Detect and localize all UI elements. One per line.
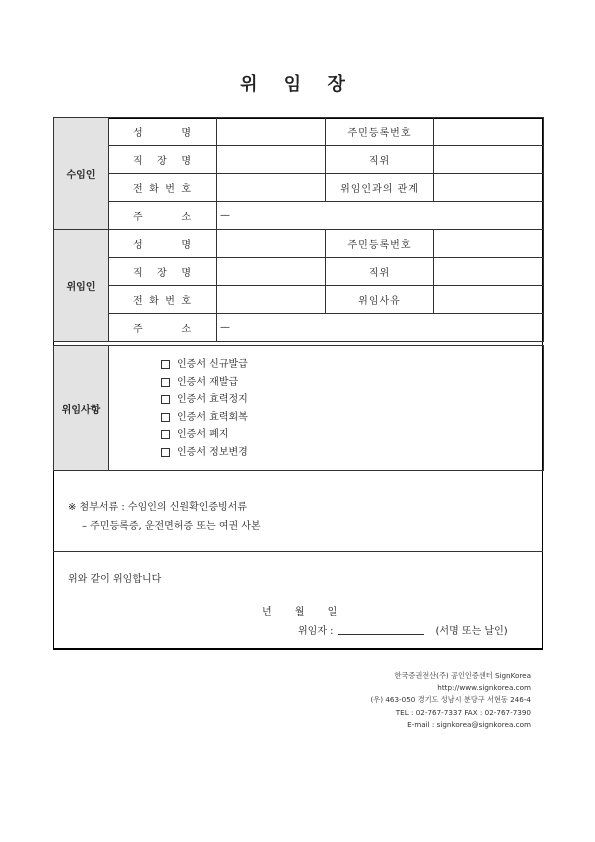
signature-hint: (서명 또는 날인) bbox=[435, 626, 508, 637]
delegation-item[interactable] bbox=[161, 374, 543, 392]
recipient-address-field[interactable]: — bbox=[217, 202, 544, 230]
delegation-item-label: 인증서 효력정지 bbox=[177, 394, 248, 405]
delegator-workplace-label: 직 장 명 bbox=[109, 258, 217, 286]
delegator-workplace-field[interactable] bbox=[217, 258, 326, 286]
signature-label: 위임자 : bbox=[298, 626, 334, 637]
delegation-table bbox=[53, 345, 544, 471]
footer-phone-fax: TEL : 02-767-7337 FAX : 02-767-7390 bbox=[395, 707, 531, 717]
recipient-workplace-label: 직 장 명 bbox=[109, 146, 217, 174]
delegator-reason-label: 위임사유 bbox=[326, 286, 434, 314]
delegator-position-field[interactable] bbox=[434, 258, 544, 286]
checkbox-icon[interactable] bbox=[161, 448, 170, 457]
delegation-item[interactable] bbox=[161, 391, 543, 409]
delegator-table bbox=[53, 229, 544, 342]
delegator-address-field[interactable]: — bbox=[217, 314, 544, 342]
delegation-item-label: 인증서 폐지 bbox=[177, 429, 229, 440]
recipient-position-field[interactable] bbox=[434, 146, 544, 174]
attachment-note-detail: – 주민등록증, 운전면허증 또는 여권 사본 bbox=[82, 521, 261, 532]
recipient-table bbox=[53, 117, 544, 230]
recipient-section-label: 수임인 bbox=[54, 118, 109, 230]
delegator-address-label: 주 소 bbox=[109, 314, 217, 342]
footer-email[interactable]: E-mail : signkorea@signkorea.com bbox=[407, 719, 531, 729]
delegator-name-label: 성 명 bbox=[109, 230, 217, 258]
attachment-note-title: ※ 첨부서류 : 수임인의 신원확인증빙서류 bbox=[68, 502, 248, 513]
signature-row bbox=[298, 622, 508, 637]
delegator-id-label: 주민등록번호 bbox=[326, 230, 434, 258]
attachment-notes bbox=[53, 470, 543, 552]
delegator-phone-label: 전 화 번 호 bbox=[109, 286, 217, 314]
delegation-item[interactable] bbox=[161, 426, 543, 444]
delegator-id-field[interactable] bbox=[434, 230, 544, 258]
delegation-item[interactable] bbox=[161, 444, 543, 462]
recipient-relation-field[interactable] bbox=[434, 174, 544, 202]
date-line[interactable]: 년 월 일 bbox=[262, 607, 338, 618]
delegation-item-label: 인증서 신규발급 bbox=[177, 359, 248, 370]
recipient-id-field[interactable] bbox=[434, 118, 544, 146]
delegation-section-label: 위임사항 bbox=[54, 346, 109, 471]
checkbox-icon[interactable] bbox=[161, 360, 170, 369]
delegation-item[interactable] bbox=[161, 409, 543, 427]
checkbox-icon[interactable] bbox=[161, 430, 170, 439]
delegator-phone-field[interactable] bbox=[217, 286, 326, 314]
checkbox-icon[interactable] bbox=[161, 378, 170, 387]
footer-website[interactable]: http://www.signkorea.com bbox=[437, 683, 531, 693]
checkbox-icon[interactable] bbox=[161, 395, 170, 404]
checkbox-icon[interactable] bbox=[161, 413, 170, 422]
delegation-items bbox=[109, 346, 544, 471]
recipient-name-field[interactable] bbox=[217, 118, 326, 146]
delegation-item-label: 인증서 효력회복 bbox=[177, 411, 248, 423]
declaration-text: 위와 같이 위임합니다 bbox=[68, 574, 162, 585]
footer-company: 한국증권전산(주) 공인인증센터 SignKorea bbox=[394, 671, 531, 680]
delegator-section-label: 위임인 bbox=[54, 230, 109, 342]
recipient-address-label: 주 소 bbox=[109, 202, 217, 230]
delegator-name-field[interactable] bbox=[217, 230, 326, 258]
delegation-item-label: 인증서 정보변경 bbox=[177, 446, 248, 458]
recipient-phone-label: 전 화 번 호 bbox=[109, 174, 217, 202]
delegator-reason-field[interactable] bbox=[434, 286, 544, 314]
recipient-relation-label: 위임인과의 관계 bbox=[326, 174, 434, 202]
delegation-item[interactable] bbox=[161, 356, 543, 374]
issuer-footer bbox=[371, 670, 532, 731]
recipient-position-label: 직위 bbox=[326, 146, 434, 174]
recipient-name-label: 성 명 bbox=[109, 118, 217, 146]
recipient-workplace-field[interactable] bbox=[217, 146, 326, 174]
recipient-phone-field[interactable] bbox=[217, 174, 326, 202]
footer-address: (우) 463-050 경기도 성남시 분당구 서현동 246-4 bbox=[370, 695, 531, 705]
delegator-position-label: 직위 bbox=[326, 258, 434, 286]
page-title: 위 임 장 bbox=[240, 74, 355, 95]
recipient-id-label: 주민등록번호 bbox=[326, 118, 434, 146]
signature-field[interactable] bbox=[338, 624, 424, 635]
delegation-item-label: 인증서 재발급 bbox=[177, 376, 239, 388]
